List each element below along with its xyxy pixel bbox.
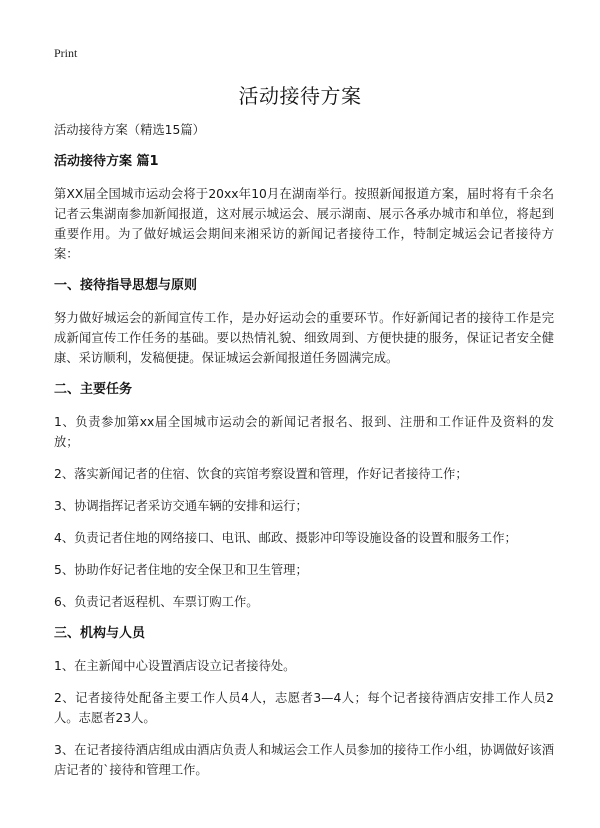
list-item: 1、在主新闻中心设置酒店设立记者接待处。 [54,659,296,673]
list-item: 2、记者接待处配备主要工作人员4人，志愿者3—4人；每个记者接待酒店安排工作人员2人。志愿者23人。 [54,691,554,725]
list-item: 1、负责参加第xx届全国城市运动会的新闻记者报名、报到、注册和工作证件及资料的发放； [54,415,554,449]
list-item: 3、在记者接待酒店组成由酒店负责人和城运会工作人员参加的接待工作小组，协调做好该酒店记者的`接待和管理工作。 [54,743,554,777]
section-paragraph: 努力做好城运会的新闻宣传工作，是办好运动会的重要环节。作好新闻记者的接待工作是完成新闻宣传工作任务的基础。要以热情礼貌、细致周到、方便快捷的服务，保证记者安全健康、采访顺利，发稿便捷。保证城运会新闻报道任务圆满完成。 [54,311,554,365]
list-item: 5、协助作好记者住地的安全保卫和卫生管理； [54,563,308,577]
print-link[interactable]: Print [54,46,78,60]
article-body [54,120,554,792]
section-heading: 三、机构与人员 [54,626,146,641]
list-item: 3、协调指挥记者采访交通车辆的安排和运行； [54,499,308,513]
list-item: 4、负责记者住地的网络接口、电讯、邮政、摄影冲印等设施设备的设置和服务工作； [54,531,517,545]
intro-paragraph: 第XX届全国城市运动会将于20xx年10月在湖南举行。按照新闻报道方案，届时将有千余名记者云集湖南参加新闻报道，这对展示城运会、展示湖南、展示各承办城市和单位，将起到重要作用。为了做好城运会期间来湘采访的新闻记者接待工作，特制定城运会记者接待方案： [54,187,554,261]
subtitle: 活动接待方案（精选15篇） [54,123,205,137]
article-heading: 活动接待方案 篇1 [54,154,159,169]
list-item: 6、负责记者返程机、车票订购工作。 [54,595,259,609]
page-title: 活动接待方案 [238,84,362,108]
list-item: 2、落实新闻记者的住宿、饮食的宾馆考察设置和管理，作好记者接待工作； [54,467,468,481]
section-heading: 二、主要任务 [54,382,133,397]
section-heading: 一、接待指导思想与原则 [54,278,198,293]
